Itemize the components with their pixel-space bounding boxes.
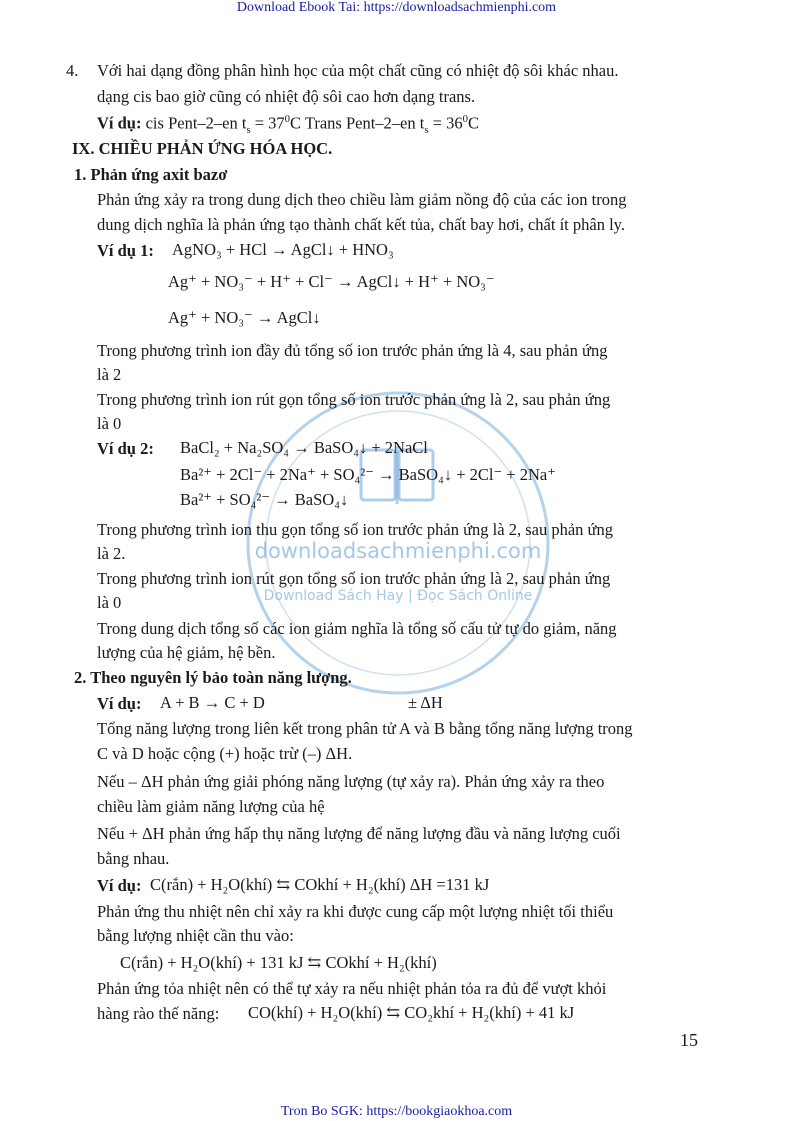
paragraph-line: là 2	[97, 365, 122, 384]
page-header-link[interactable]: Download Ebook Tai: https://downloadsachmienphi.com	[236, 0, 557, 15]
equation: Ba²⁺ + SO₄²⁻ → BaSO₄↓	[180, 490, 349, 509]
equation: A + B → C + D	[160, 693, 265, 712]
paragraph-line: Phản ứng xảy ra trong dung dịch theo chiều làm giảm nồng độ của các ion trong	[97, 190, 627, 209]
paragraph-line: dung dịch nghĩa là phản ứng tạo thành chất kết tủa, chất bay hơi, chất ít phân ly.	[97, 215, 625, 234]
page-number: 15	[680, 1030, 698, 1050]
page-footer-link[interactable]: Tron Bo SGK: https://bookgiaokhoa.com	[280, 1104, 513, 1119]
example-label: Ví dụ 2:	[97, 439, 154, 458]
paragraph-line: Trong phương trình ion thu gọn tổng số ion trước phản ứng là 2, sau phản ứng	[97, 520, 613, 539]
paragraph-line: Phản ứng tỏa nhiệt nên có thể tự xảy ra nếu nhiệt phản tỏa ra đủ để vượt khỏi	[97, 979, 607, 998]
equation: Ag⁺ + NO₃⁻ + H⁺ + Cl⁻ → AgCl↓ + H⁺ + NO₃⁻	[168, 272, 495, 291]
example-label: Ví dụ:	[97, 113, 142, 133]
paragraph-line: Trong phương trình ion rút gọn tổng số ion trước phản ứng là 2, sau phản ứng	[97, 390, 611, 409]
section-heading: IX. CHIỀU PHẢN ỨNG HÓA HỌC.	[72, 139, 333, 158]
paragraph-line: bằng lượng nhiệt cần thu vào:	[97, 926, 294, 945]
paragraph-line: bằng nhau.	[97, 849, 170, 868]
subsection-heading: 2. Theo nguyên lý bảo toàn năng lượng.	[74, 668, 352, 687]
paragraph-line: Nếu – ΔH phản ứng giải phóng năng lượng (tự xảy ra). Phản ứng xảy ra theo	[97, 772, 605, 791]
example-label: Ví dụ 1:	[97, 241, 154, 260]
subsection-heading: 1. Phản ứng axit bazơ	[74, 165, 228, 184]
paragraph-line: Trong dung dịch tổng số các ion giảm nghĩa là tổng số cấu tử tự do giảm, năng	[97, 619, 617, 638]
paragraph-line: Nếu + ΔH phản ứng hấp thụ năng lượng để năng lượng đầu và năng lượng cuối	[97, 824, 621, 843]
paragraph-line: Tổng năng lượng trong liên kết trong phân tử A và B bằng tổng năng lượng trong	[97, 719, 633, 738]
paragraph-line: lượng của hệ giảm, hệ bền.	[97, 643, 276, 662]
paragraph-line: Trong phương trình ion đầy đủ tổng số ion trước phản ứng là 4, sau phản ứng	[97, 341, 608, 360]
example-line: Ví dụ: cis Pent–2–en $t_s = 37^0C$ Trans Pent–2–en $t_s = 36^0C$	[97, 113, 479, 136]
equation: AgNO₃ + HCl → AgCl↓ + HNO₃	[172, 240, 394, 259]
example-label: Ví dụ:	[97, 876, 142, 895]
paragraph-line: Trong phương trình ion rút gọn tổng số ion trước phản ứng là 2, sau phản ứng	[97, 569, 611, 588]
paragraph-line: C và D hoặc cộng (+) hoặc trừ (–) ΔH.	[97, 744, 353, 763]
equation: C(rắn) + H₂O(khí) + 131 kJ ⇆ COkhí + H₂(khí)	[120, 953, 437, 972]
paragraph-line: Phản ứng thu nhiệt nên chỉ xảy ra khi được cung cấp một lượng nhiệt tối thiểu	[97, 902, 614, 921]
paragraph-line: là 2.	[97, 544, 126, 563]
example-label: Ví dụ:	[97, 694, 142, 713]
watermark-logo	[243, 388, 553, 698]
watermark-tagline: Download Sách Hay | Đọc Sách Online	[263, 588, 533, 604]
equation: Ag⁺ + NO₃⁻ → AgCl↓	[168, 308, 321, 327]
delta-h: ± ΔH	[408, 693, 443, 712]
equation: Ba²⁺ + 2Cl⁻ + 2Na⁺ + SO₄²⁻ → BaSO₄↓ + 2Cl⁻ + 2Na⁺	[180, 465, 556, 484]
paragraph-line: Với hai dạng đồng phân hình học của một chất cũng có nhiệt độ sôi khác nhau.	[97, 61, 619, 80]
paragraph-line: hàng rào thế năng:	[97, 1004, 220, 1023]
watermark-site: downloadsachmienphi.com	[254, 539, 542, 563]
paragraph-line: là 0	[97, 593, 122, 612]
paragraph-line: dạng cis bao giờ cũng có nhiệt độ sôi cao hơn dạng trans.	[97, 87, 476, 106]
equation: BaCl₂ + Na₂SO₄ → BaSO₄↓ + 2NaCl	[180, 438, 428, 457]
equation: CO(khí) + H₂O(khí) ⇆ CO₂khí + H₂(khí) + 41 kJ	[248, 1003, 575, 1022]
equation: C(rắn) + H₂O(khí) ⇆ COkhí + H₂(khí) ΔH =131 kJ	[150, 875, 490, 894]
paragraph-line: là 0	[97, 414, 122, 433]
list-marker: 4.	[66, 61, 79, 80]
paragraph-line: chiều làm giảm năng lượng của hệ	[97, 797, 325, 816]
